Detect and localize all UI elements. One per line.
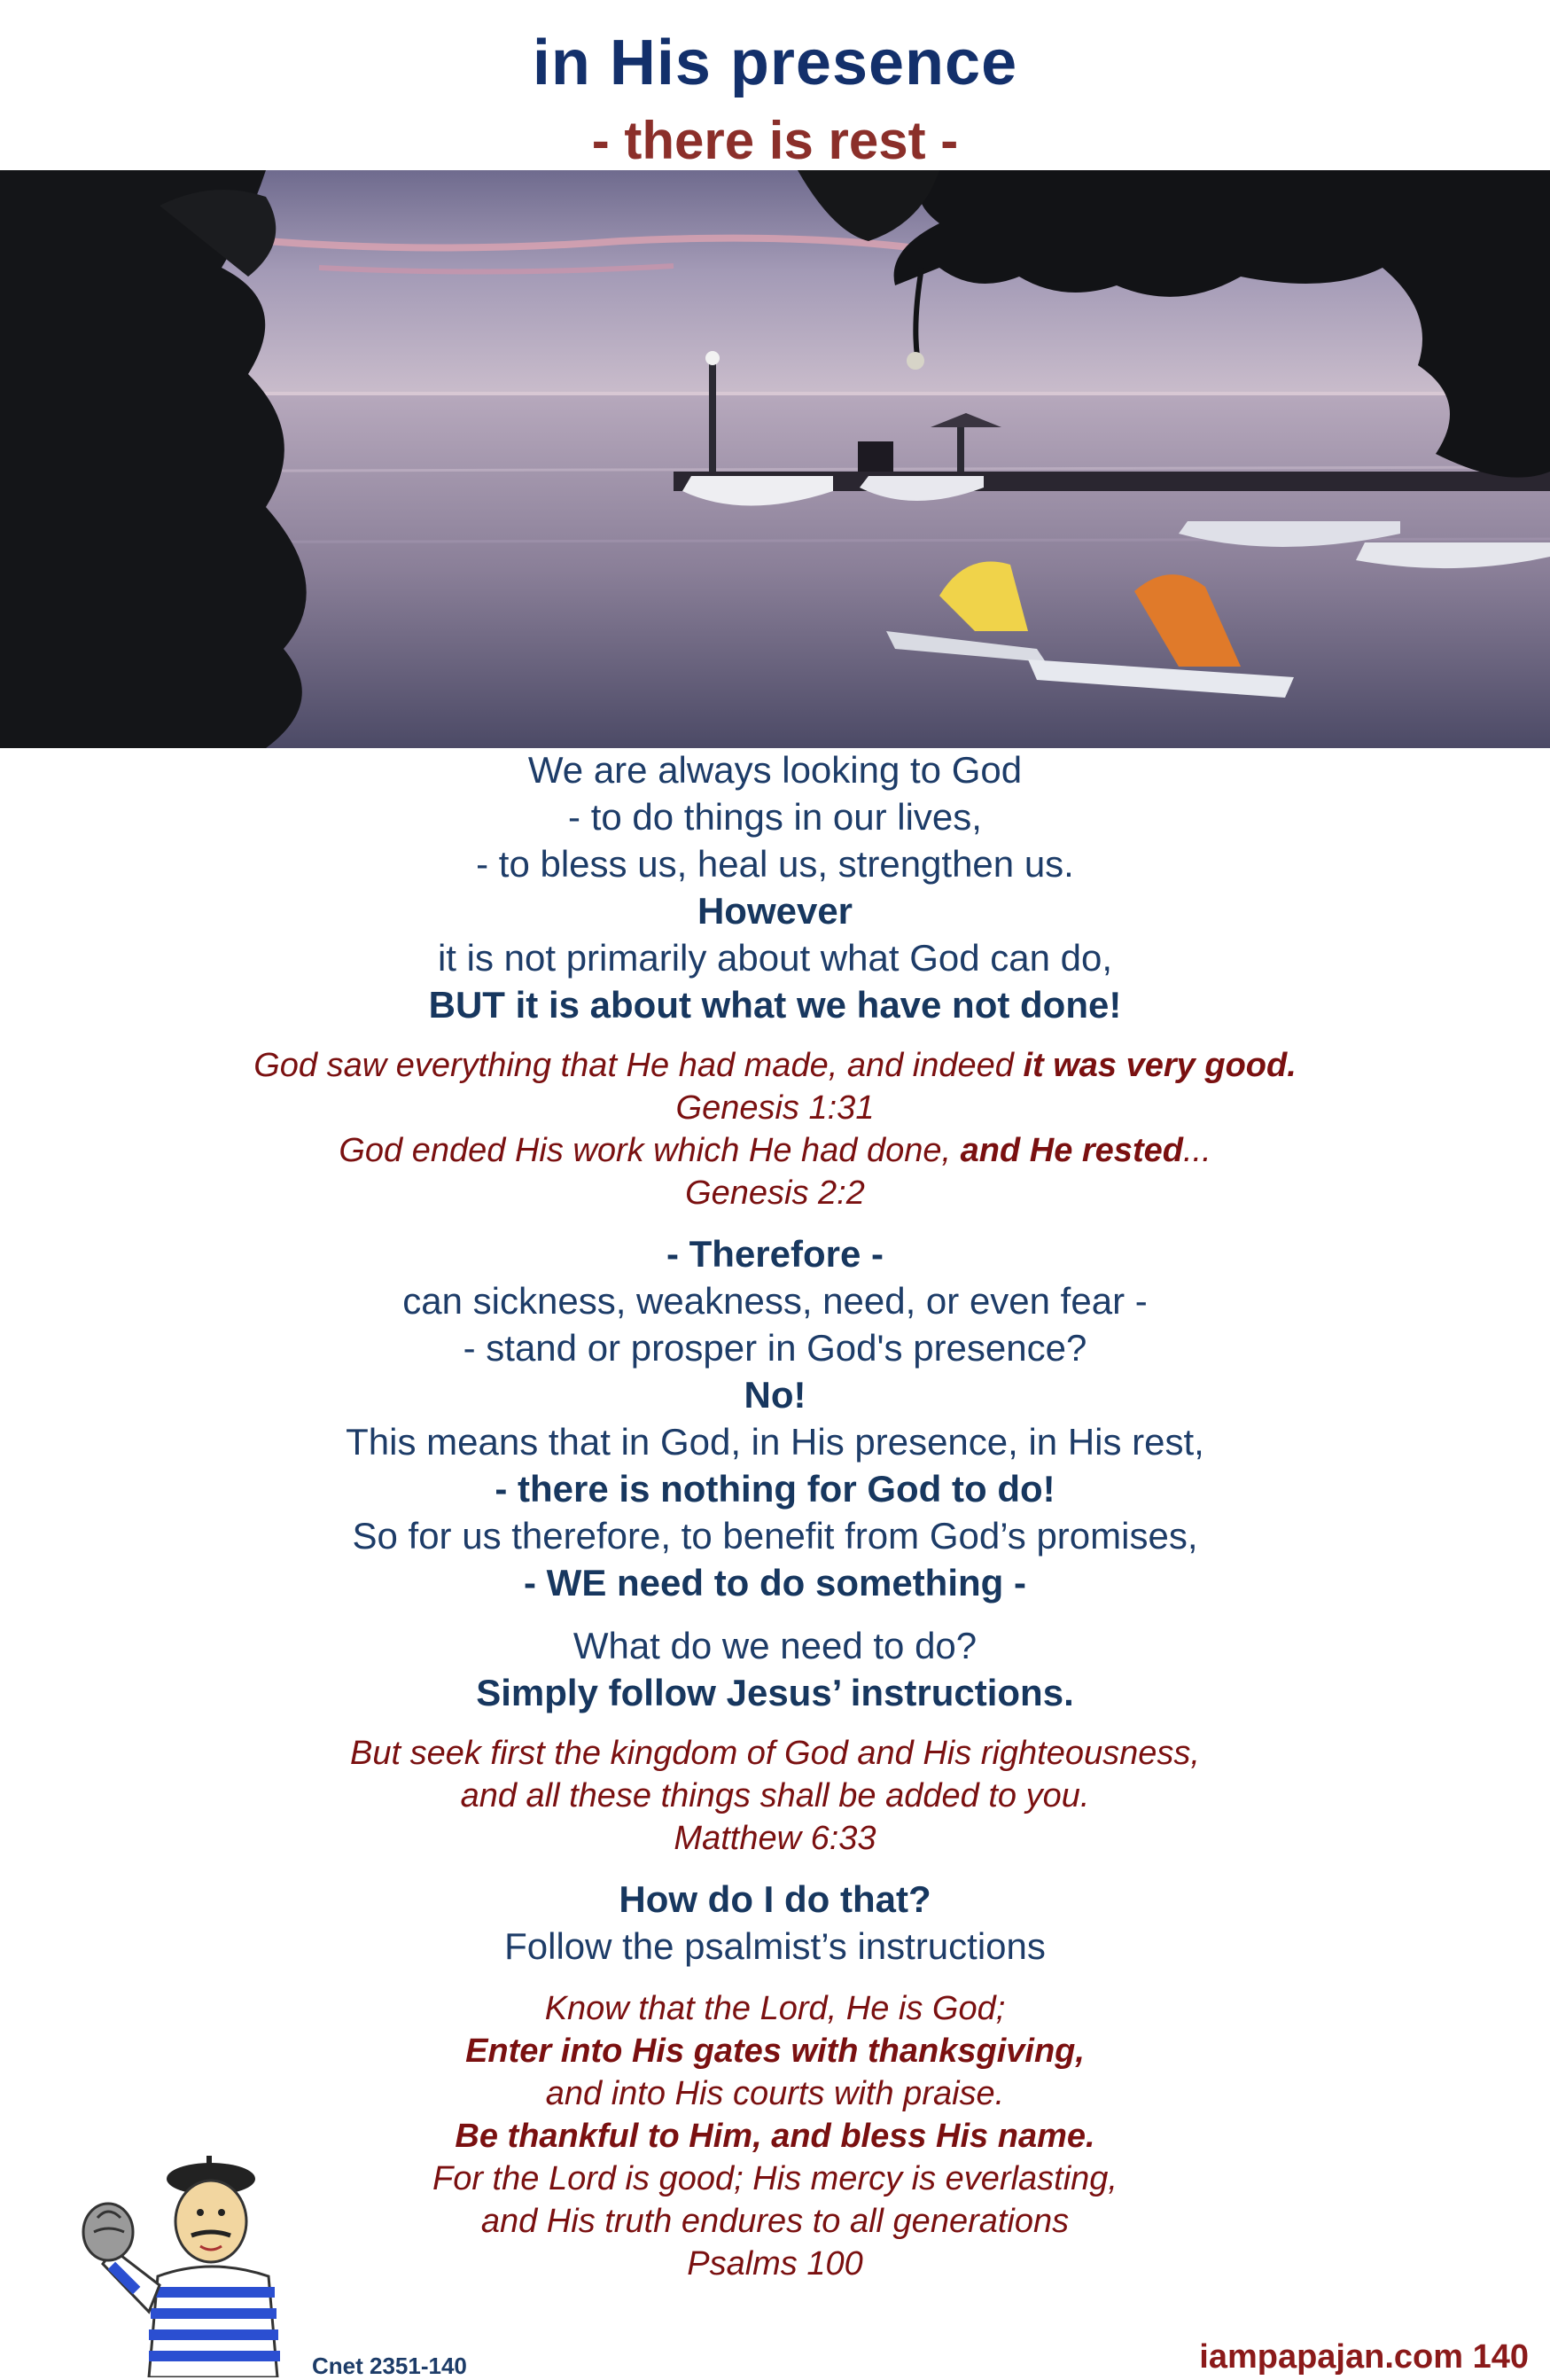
so-for-us-line: So for us therefore, to benefit from God’s promises, <box>352 1515 1198 1557</box>
therefore-heading: - Therefore - <box>666 1233 884 1275</box>
psalm-line-5: For the Lord is good; His mercy is everlasting, <box>432 2160 1118 2197</box>
footer-site-page: iampapajan.com 140 <box>1199 2338 1529 2376</box>
psalm-line-6: and His truth endures to all generations <box>480 2203 1070 2240</box>
question-line-1: can sickness, weakness, need, or even fear - <box>402 1280 1148 1322</box>
intro-line-1: We are always looking to God <box>527 749 1023 791</box>
matthew-block <box>89 1732 1461 1860</box>
not-about-line: it is not primarily about what God can do, <box>437 937 1113 979</box>
therefore-block <box>89 1230 1461 1606</box>
genesis-block <box>89 1044 1461 1214</box>
psalm-line-3: and into His courts with praise. <box>545 2075 1005 2112</box>
we-need-line: - WE need to do something - <box>524 1562 1026 1604</box>
genesis-2-ref: Genesis 2:2 <box>685 1174 865 1212</box>
no-answer: No! <box>744 1374 806 1416</box>
psalm-line-4: Be thankful to Him, and bless His name. <box>455 2118 1095 2155</box>
intro-block <box>89 746 1461 1028</box>
devotional-text <box>89 746 1461 2285</box>
what-do-line: What do we need to do? <box>572 1625 978 1666</box>
lake-sunset-photo <box>0 170 1550 748</box>
matthew-line-2: and all these things shall be added to you. <box>460 1777 1090 1814</box>
question-line-2: - stand or prosper in God's presence? <box>463 1327 1087 1369</box>
how-do-block <box>89 1876 1461 1970</box>
page-subtitle: - there is rest - <box>591 111 959 170</box>
but-about-line: BUT it is about what we have not done! <box>428 984 1122 1026</box>
follow-psalmist-line: Follow the psalmist’s instructions <box>504 1925 1046 1967</box>
intro-line-3: - to bless us, heal us, strengthen us. <box>476 843 1074 885</box>
genesis-1-verse: God saw everything that He had made, and indeed it was very good. <box>253 1047 1297 1084</box>
page-title: in His presence <box>532 27 1018 98</box>
how-do-heading: How do I do that? <box>619 1878 931 1920</box>
what-do-block <box>89 1622 1461 1716</box>
psalm-ref: Psalms 100 <box>687 2245 863 2282</box>
genesis-2-verse: God ended His work which He had done, and He rested... <box>339 1132 1211 1169</box>
genesis-1-ref: Genesis 1:31 <box>675 1089 875 1127</box>
matthew-line-1: But seek first the kingdom of God and His righteousness, <box>350 1735 1200 1772</box>
psalm-line-1: Know that the Lord, He is God; <box>544 1990 1006 2027</box>
however-heading: However <box>697 890 853 932</box>
psalm-line-2: Enter into His gates with thanksgiving, <box>465 2033 1085 2070</box>
matthew-ref: Matthew 6:33 <box>674 1820 876 1857</box>
footer-code: Cnet 2351-140 <box>312 2353 467 2379</box>
means-line: This means that in God, in His presence, in His rest, <box>346 1421 1204 1463</box>
nothing-line: - there is nothing for God to do! <box>495 1468 1055 1510</box>
intro-line-2: - to do things in our lives, <box>568 796 982 838</box>
cartoon-man-thumbs-up-icon <box>78 2143 317 2377</box>
follow-jesus-line: Simply follow Jesus’ instructions. <box>476 1672 1074 1713</box>
